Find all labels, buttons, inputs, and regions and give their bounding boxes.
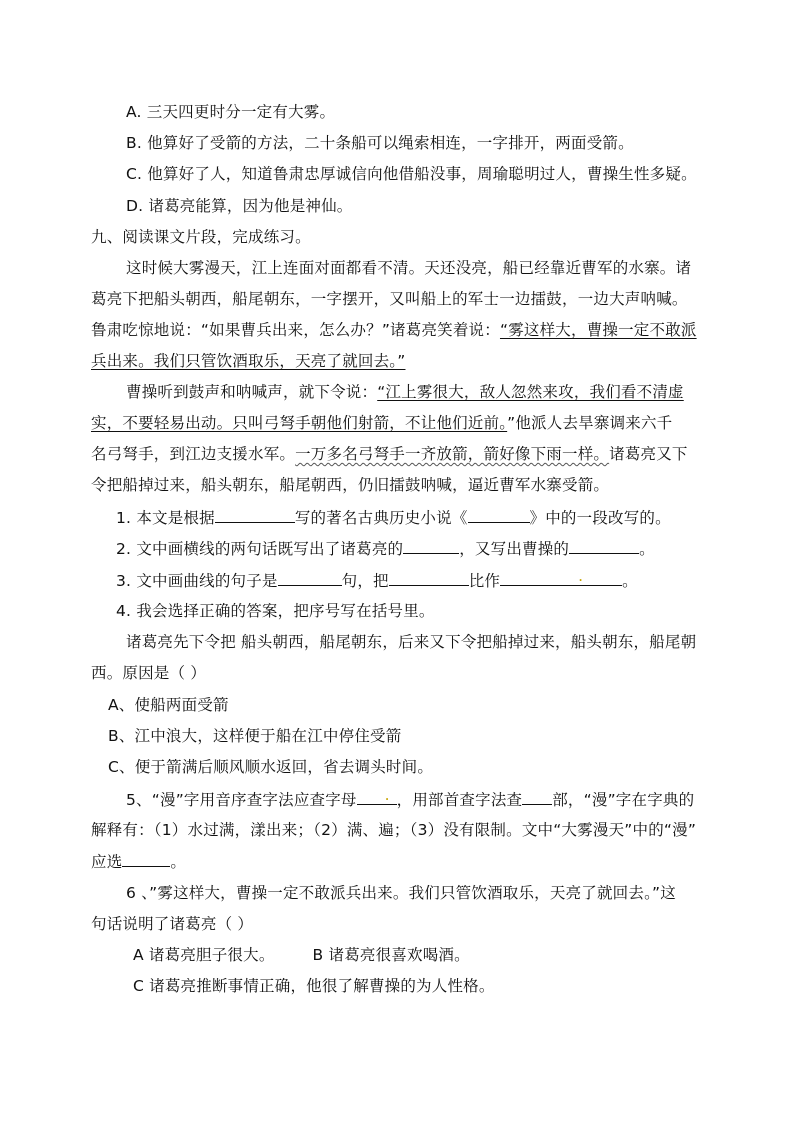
stray-mark: . [578,567,584,585]
question-6-line2: 句话说明了诸葛亮（ ） [91,915,254,933]
passage-p1-line1: 这时候大雾漫天，江上连面对面都看不清。天还没亮，船已经靠近曹军的水寨。诸 [126,259,692,277]
q2-text: ，又写出曹操的 [459,540,570,558]
q2-text: 2. 文中画横线的两句话既写出了诸葛亮的 [116,540,404,558]
passage-text: 名弓弩手，到江边支援水军。 [91,445,296,463]
question-1 [116,507,671,528]
option-b: B. 他算好了受箭的方法，二十条船可以绳索相连，一字排开，两面受箭。 [126,134,634,152]
q3-blank-subject[interactable] [389,570,469,586]
passage-p2-line4: 令把船掉过来，船头朝东，船尾朝西，仍旧擂鼓呐喊，逼近曹军水寨受箭。 [91,476,610,494]
q2-blank-zhuge[interactable] [403,538,459,554]
stray-mark: . [384,786,390,804]
passage-p1-line4 [91,351,405,371]
question-5-line2: 解释有：（1）水过满，漾出来；（2）满、遍；（3）没有限制。文中“大雾漫天”中的“漫” [91,821,697,839]
q5-blank-meaning[interactable] [122,851,170,867]
passage-p1-line3 [91,320,697,340]
question-4-text-line1: 诸葛亮先下令把 船头朝西，船尾朝东，后来又下令把船掉过来，船头朝东，船尾朝 [126,633,697,651]
q6-options-row [133,945,470,965]
q4-option-c: C、便于箭满后顺风顺水返回，省去调头时间。 [108,758,434,776]
question-4: 4. 我会选择正确的答案，把序号写在括号里。 [116,602,435,620]
passage-text: 曹操听到鼓声和呐喊声，就下令说： [126,383,378,401]
passage-text: 诸葛亮又下 [609,445,688,463]
q3-text: 句，把 [341,572,389,590]
q6-option-a: A 诸葛亮胆子很大。 [133,946,275,964]
passage-p2-line1 [126,382,684,402]
passage-p2-line3 [91,444,688,464]
passage-text: ”他派人去旱寨调来六千 [507,414,673,432]
q1-text: 》中的一段改写的。 [529,509,671,527]
passage-text: 鲁肃吃惊地说：“如果曹兵出来，怎么办？”诸葛亮笑着说： [91,321,500,339]
q3-text: 。 [622,572,638,590]
q4-option-a: A、使船两面受箭 [108,696,229,714]
wavy-underlined-sentence: 一万多名弓弩手一齐放箭，箭好像下雨一样。 [295,445,610,463]
question-5 [126,786,695,810]
q2-blank-caocao[interactable] [569,538,639,554]
q2-text: 。 [639,540,655,558]
section-heading: 九、阅读课文片段，完成练习。 [91,228,311,246]
q4-option-b: B、江中浪大，这样便于船在江中停住受箭 [108,727,402,745]
q1-blank-author[interactable] [215,507,295,523]
option-a: A. 三天四更时分一定有大雾。 [126,103,336,121]
q5-text: 应选 [91,853,123,871]
q3-text: 比作 [468,572,501,590]
underlined-quote-zhuge-end: 兵出来。我们只管饮酒取乐，天亮了就回去。” [91,352,406,370]
question-3 [116,567,638,591]
passage-p2-line2 [91,413,672,433]
q5-blank-radical[interactable] [522,789,552,805]
option-c: C. 他算好了人，知道鲁肃忠厚诚信向他借船没事，周瑜聪明过人，曹操生性多疑。 [126,165,697,183]
q5-text: ，用部首查字法查 [396,791,523,809]
underlined-quote-zhuge: “雾这样大，曹操一定不敢派 [499,321,697,339]
q1-text: 写的著名古典历史小说《 [294,509,468,527]
q5-text: 。 [170,853,187,871]
q6-option-c: C 诸葛亮推断事情正确，他很了解曹操的为人性格。 [133,977,495,995]
q5-text: 部，“漫”字在字典的 [552,791,695,809]
q3-blank-object[interactable] [500,567,622,586]
question-2 [116,538,655,559]
question-6: 6 、”雾这样大，曹操一定不敢派兵出来。我们只管饮酒取乐，天亮了就回去。”这 [126,884,676,902]
underlined-quote-caocao: “江上雾很大，敌人忽然来攻，我们看不清虚 [377,383,684,401]
underlined-quote-caocao-end: 实，不要轻易出动。只叫弓弩手朝他们射箭，不让他们近前。 [91,414,508,432]
question-4-text-line2: 西。原因是（ ） [91,664,207,682]
q3-text: 3. 文中画曲线的句子是 [116,572,278,590]
q6-option-b: B 诸葛亮很喜欢喝酒。 [312,946,470,964]
option-d: D. 诸葛亮能算，因为他是神仙。 [126,197,353,215]
q5-blank-letter[interactable] [357,786,397,805]
q1-blank-book[interactable] [468,507,530,523]
q1-text: 1. 本文是根据 [116,509,215,527]
passage-p1-line2: 葛亮下把船头朝西，船尾朝东，一字摆开，又叫船上的军士一边擂鼓，一边大声呐喊。 [91,290,688,308]
q5-text: 5、“漫”字用音序查字法应查字母 [126,791,357,809]
question-5-line3 [91,851,186,872]
q3-blank-type[interactable] [278,570,342,586]
